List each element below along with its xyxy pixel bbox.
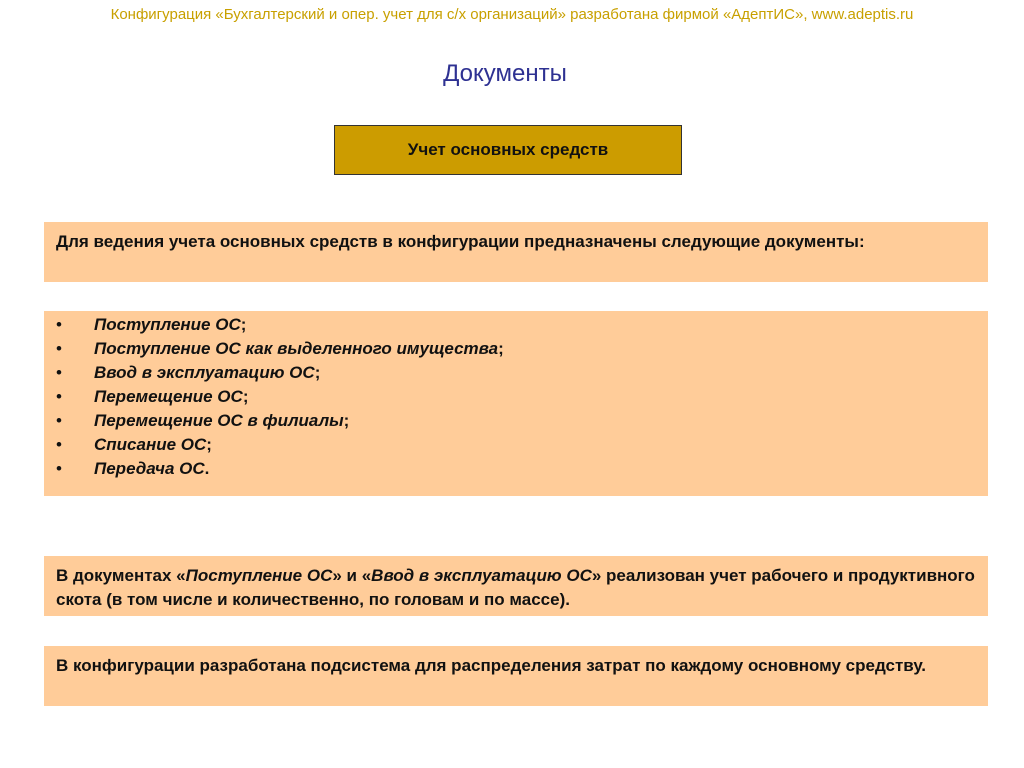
section-label: Учет основных средств	[407, 140, 609, 159]
list-item	[56, 457, 976, 481]
bullet: •	[56, 459, 62, 478]
cattle-prefix: В документах «	[56, 566, 186, 585]
bullet: •	[56, 387, 62, 406]
list-item	[56, 313, 976, 337]
cost-note: В конфигурации разработана подсистема для распределения затрат по каждому основному средству.	[56, 656, 927, 675]
documents-list	[56, 313, 976, 481]
header-note: Конфигурация «Бухгалтерский и опер. учет для с/х организаций» разработана фирмой «АдептИС», www.adeptis.ru	[110, 6, 914, 23]
document-name: Ввод в эксплуатацию ОС	[94, 363, 315, 382]
cattle-middle: » и «	[332, 566, 372, 585]
documents-panel	[44, 311, 988, 496]
bullet: •	[56, 339, 62, 358]
bullet: •	[56, 363, 62, 382]
list-item	[56, 361, 976, 385]
item-end: ;	[343, 411, 350, 430]
list-item	[56, 385, 976, 409]
section-label-box	[334, 125, 682, 175]
item-end: .	[204, 459, 210, 478]
list-item	[56, 433, 976, 457]
document-name: Поступление ОС	[94, 315, 241, 334]
cost-distribution-panel	[44, 646, 988, 706]
page-title: Документы	[443, 60, 567, 87]
cattle-suffix: » реализован учет рабочего и продуктивного скота (в том числе и количественно, по головам и по массе).	[56, 566, 975, 609]
list-item	[56, 337, 976, 361]
item-end: ;	[206, 435, 212, 454]
document-name: Перемещение ОС	[94, 387, 243, 406]
intro-panel	[44, 222, 988, 282]
bullet: •	[56, 411, 62, 430]
document-name: Поступление ОС как выделенного имущества	[94, 339, 499, 358]
document-name: Списание ОС	[94, 435, 207, 454]
intro-text: Для ведения учета основных средств в конфигурации предназначены следующие документы:	[56, 232, 865, 251]
document-name: Перемещение ОС в филиалы	[94, 411, 344, 430]
cattle-accounting-panel	[44, 556, 988, 616]
item-end: ;	[314, 363, 321, 382]
bullet: •	[56, 315, 62, 334]
item-end: ;	[498, 339, 504, 358]
document-name: Передача ОС	[94, 459, 205, 478]
bullet: •	[56, 435, 62, 454]
cattle-doc-1: Поступление ОС	[185, 566, 333, 585]
item-end: ;	[240, 315, 247, 334]
cattle-doc-2: Ввод в эксплуатацию ОС	[371, 566, 592, 585]
item-end: ;	[242, 387, 249, 406]
list-item	[56, 409, 976, 433]
